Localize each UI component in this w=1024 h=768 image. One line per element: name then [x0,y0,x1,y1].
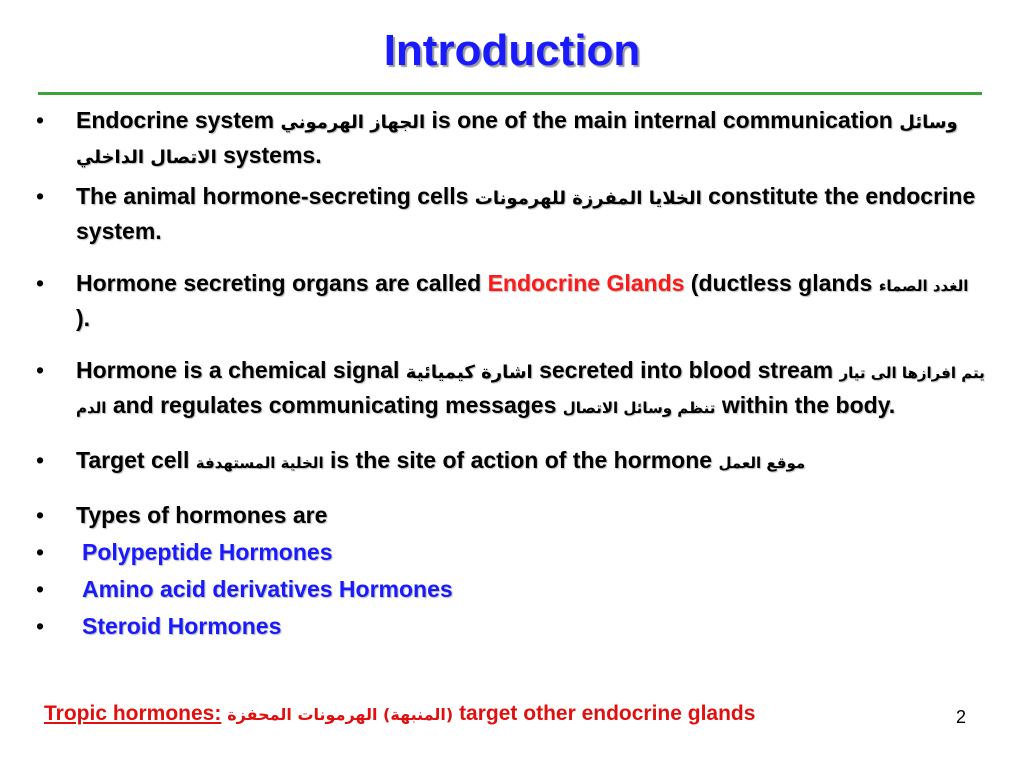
footer-arabic: (المنبهة) الهرمونات المحفزة [227,705,454,724]
arabic-term: وسائل الاتصال الداخلي [76,112,958,168]
hormone-type-item [36,573,986,605]
bullet-hormone-types [36,499,986,531]
bullet-secreting-organs [36,267,986,334]
bullet-marker: • [36,613,45,639]
bullet-endocrine-system [36,104,986,174]
bullet-text: is the site of action of the hormone [323,447,719,473]
bullet-text: Hormone is a chemical signal [76,357,406,383]
slide-title: Introduction [383,26,641,75]
title-divider [38,92,982,95]
hormone-type-item [36,536,986,568]
hormone-type-label: Steroid Hormones [82,613,282,639]
bullet-hormone-cells [36,180,986,247]
bullet-text: constitute the endocrine system. [76,183,976,244]
bullet-marker: • [36,107,45,133]
bullet-text: Target cell [76,447,196,473]
bullet-text: Hormone secreting organs are called [76,270,488,296]
bullet-target-cell [36,444,986,479]
arabic-term: الخلية المستهدفة [195,454,324,472]
bullet-marker: • [36,357,45,383]
endocrine-glands-highlight: Endocrine Glands [487,270,685,296]
bullet-text: (ductless glands [684,270,879,296]
bullet-text: is one of the main internal communication [425,107,900,133]
bullet-marker: • [36,539,45,565]
page-number: 2 [955,707,966,727]
bullet-text: Types of hormones are [76,502,328,528]
bullet-marker: • [36,183,45,209]
arabic-term: موقع العمل [718,454,806,472]
arabic-term: الجهاز الهرموني [280,112,426,133]
arabic-term: تنظم وسائل الاتصال [562,399,716,417]
footer-text: target other endocrine glands [459,702,756,725]
bullet-chemical-signal [36,354,986,424]
bullet-text: The animal hormone-secreting cells [76,183,475,209]
hormone-type-label: Amino acid derivatives Hormones [82,576,453,602]
bullet-text: ). [76,305,91,331]
bullet-text: Endocrine system [76,107,281,133]
bullet-marker: • [36,576,45,602]
hormone-type-item [36,610,986,642]
bullet-text: and regulates communicating messages [106,392,563,418]
bullet-marker: • [36,270,45,296]
footer-note [44,702,755,726]
arabic-term: اشارة كيميائية [405,362,533,383]
arabic-term: الخلايا المفرزة للهرمونات [474,188,702,209]
bullet-list [36,104,986,642]
hormone-type-label: Polypeptide Hormones [82,539,333,565]
bullet-marker: • [36,447,45,473]
bullet-text: secreted into blood stream [532,357,840,383]
arabic-term: الغدد الصماء [878,277,969,295]
bullet-marker: • [36,502,45,528]
bullet-text: within the body. [715,392,896,418]
bullet-text: systems. [216,142,322,168]
footer-label: Tropic hormones: [44,702,222,725]
arabic-term: يتم افرازها الى تيار الدم [76,364,985,417]
